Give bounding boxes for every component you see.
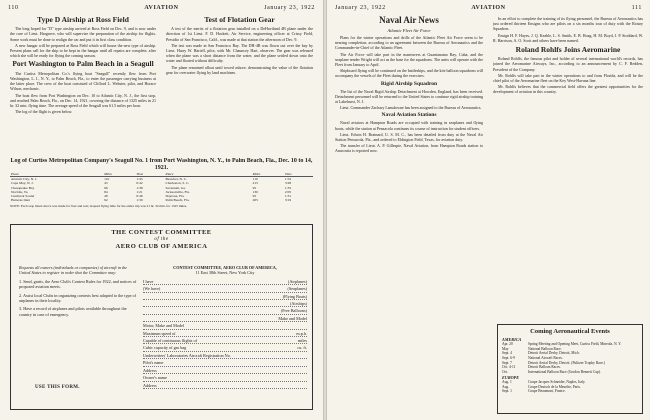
use-this-form-label: USE THIS FORM. xyxy=(35,385,80,390)
table-cell: 1:35 xyxy=(284,185,292,190)
log-table-note: NOTE: Each stop listed above was made for fuel and rest; elapsed flying time for the entire trip was 21 hr. 32 min. for 1325 miles. xyxy=(10,203,188,208)
table-cell: Beaufort, N. C. xyxy=(165,177,187,181)
table-cell: 0:42 xyxy=(136,181,143,186)
table-cell: 1:21 xyxy=(136,189,143,194)
form-suffix: (Airplanes) xyxy=(287,278,307,284)
naval-news-subtitle: Atlantic Fleet Air Force xyxy=(387,27,431,33)
table-cell: 48 xyxy=(104,194,108,199)
table-cell: 1:52 xyxy=(284,177,292,181)
events-region-europe: EUROPE xyxy=(502,375,519,381)
table-cell: 45 xyxy=(104,181,108,186)
table-row xyxy=(10,198,313,202)
paragraph: The long hoped for "D" type airship arrived at Ross Field on Dec. 9, and is now under the care of Lieut. Hargrave, who will supervise the preparation of the airship for flights. Some work must be done to realign the car and put it in first class condition. xyxy=(10,26,156,42)
paragraph: Ensign H. F. Hayes, J. Q. Keable, L. S. Smith, E. B. Hoag, H. M. Boyd, J. P. Stoddard, W. R. Harrison, A. O. Scott and others have been named. xyxy=(493,32,643,43)
event-date: May xyxy=(502,346,509,351)
paragraph: In an effort to complete the training of its flying personnel, the Bureau of Aeronautics has just ordered thirteen Ensigns who are pilots on a six months tour of duty with the Rotary Squadron. xyxy=(493,16,643,32)
table-cell: 1:45 xyxy=(136,177,143,181)
paragraph: Naval aviators at Hampton Roads are occupied with training in seaplanes and flying boats, while the station at Pensacola continues its course of instruction for student officers. xyxy=(335,120,483,131)
form-line[interactable] xyxy=(143,345,307,351)
naval-news-body xyxy=(335,35,483,79)
form-label: I have xyxy=(143,278,154,284)
contest-item: 1. Send, gratis, the Aero Club's Contest Rules for 1922, and notices of proposed aviation meets. xyxy=(19,278,137,290)
paragraph: The transfer of Lieut. A. P. Gillespie, Naval Aviation, from Hampton Roads station to Anacostia is reported now. xyxy=(335,143,483,154)
right-page xyxy=(327,0,650,420)
bureau-note xyxy=(493,16,643,43)
table-cell: 84 xyxy=(104,189,108,194)
paragraph: The Curtiss Metropolitan Co.'s flying boat "Seagull" recently flew from Port Washington, L. I., N. Y., to Palm Beach, Fla., to enter the passenger carrying business at the latter place. The crew of the boat consisted of Clifford L. Webster, pilot, and Horace Wilson, mechanic. xyxy=(10,70,156,92)
table-cell: 0:46 xyxy=(136,194,143,199)
paragraph: Lieut. Edwin H. Brainard, U. S. M. C., has been detailed from duty at the Naval Air Station Pensacola, Fla., and ordered to Eldington Field, Texas, for aviation duty. xyxy=(335,131,483,142)
event-desc: International Balloon Race (Gordon Bennett Cup). xyxy=(528,369,601,374)
form-label: Pilot's name xyxy=(143,360,164,366)
flotation-article-title: Test of Flotation Gear xyxy=(204,16,275,24)
right-column-2 xyxy=(493,16,643,321)
form-label: Address xyxy=(143,382,157,388)
paragraph: Lieut. Commander Zachary Lansdowne has been assigned to the Bureau of Aeronautics. xyxy=(340,105,482,111)
table-cell: 110 xyxy=(104,177,110,181)
table-cell: Palm Beach, Fla. xyxy=(165,198,190,203)
naval-stations-title: Naval Aviation Stations xyxy=(381,112,437,119)
form-suffix: (Free Balloons) xyxy=(280,308,307,314)
contest-form-heading: CONTEST COMMITTEE, AERO CLUB OF AMERICA, xyxy=(173,265,277,270)
rigid-airship-body xyxy=(335,89,483,111)
event-date: Aug. 1 xyxy=(502,380,512,385)
left-column-2 xyxy=(166,16,313,156)
table-cell: 2:05 xyxy=(284,189,292,194)
event-desc: National Balloon Race. xyxy=(528,346,562,351)
form-suffix: miles xyxy=(297,338,307,344)
form-line[interactable] xyxy=(143,368,307,374)
table-cell: 110 xyxy=(252,177,258,181)
table-cell: Daytona, Fla. xyxy=(165,194,185,199)
table-cell: Jacksonville, Fla. xyxy=(165,189,190,194)
table-cell: Savannah, Ga. xyxy=(165,185,186,190)
left-running-header xyxy=(8,5,315,15)
form-label: Owner's name xyxy=(143,375,167,381)
column-header: Time xyxy=(284,172,313,177)
left-column-1 xyxy=(10,16,156,156)
event-date: Sept. 6-9 xyxy=(502,355,515,360)
left-page xyxy=(0,0,323,420)
table-cell: 95 xyxy=(252,194,257,199)
event-desc: Detroit Aerial Derby, Detroit. (Pulitzer Trophy Race.) xyxy=(528,360,606,365)
event-row xyxy=(502,389,638,394)
form-label: Address xyxy=(143,367,157,373)
column-header: Miles xyxy=(103,172,135,177)
paragraph: Shipboard flying will be continued on the battleships, and the kite balloon squadrons will accompany the vessels of the Fleet during the exercises. xyxy=(335,68,483,79)
form-line[interactable] xyxy=(143,286,307,292)
naval-news-title: Naval Air News xyxy=(379,16,439,25)
event-desc: Detroit Balloon Races. xyxy=(528,365,561,370)
form-line[interactable] xyxy=(143,353,307,359)
paragraph: Plans for the winter operations and drills of the Atlantic Fleet Air Force seem to be nearing completion, according to an agreement between the Bureau of Aeronautics and the Commander-in-Chief of the Atlantic Fleet. xyxy=(335,34,483,51)
table-cell: 96 xyxy=(104,185,108,190)
form-line[interactable] xyxy=(143,301,307,307)
event-date: Apr. 20 xyxy=(502,342,513,347)
rohlfs-article-title: Roland Rohlfs Joins Aeromarine xyxy=(515,45,621,55)
form-line[interactable] xyxy=(143,279,307,285)
event-desc: National Aircraft Races. xyxy=(528,355,563,360)
seagull-article-title: Port Washington to Palm Beach in a Seagull xyxy=(12,59,154,69)
column-header: Time xyxy=(135,172,164,177)
contest-intro: Requests all owners (individuals or companies) of aircraft in the United States to register in order that the Committee may: xyxy=(19,265,128,276)
left-date: January 23, 1922 xyxy=(264,5,315,11)
event-desc: Coupe Jacques Schneider, Naples, Italy. xyxy=(528,380,586,385)
form-suffix: (Flying Boats) xyxy=(282,293,307,299)
contest-left-column xyxy=(19,265,137,320)
form-suffix: cu. ft. xyxy=(297,345,307,351)
contest-title-line1: THE CONTEST COMMITTEE xyxy=(111,229,212,236)
event-date: Oct. 4-11 xyxy=(502,365,516,370)
form-label: Underwriters' Laboratories Aircraft Registration No. xyxy=(143,352,231,358)
table-cell: 95 xyxy=(252,185,257,190)
table-cell: Hatteras Inlet xyxy=(11,198,30,203)
coming-events-box xyxy=(497,324,643,414)
right-date: January 23, 1922 xyxy=(335,5,386,11)
event-desc: Detroit Aerial Derby, Detroit, Mich. xyxy=(528,351,580,356)
log-table xyxy=(10,172,313,203)
events-region-america: AMERICA xyxy=(502,337,522,343)
event-desc: Coupe Beaumont, France. xyxy=(528,389,566,394)
table-cell: Currituck Sound xyxy=(11,194,35,199)
event-date: Sept. 1 xyxy=(502,389,512,394)
events-title: Coming Aeronautical Events xyxy=(530,328,610,335)
log-table-title: Log of Curtiss Metropolitan Company's Seagull No. 1 from Port Washington, N. Y., to Palm Beach, Fla., Dec. 10 to 14, 1921. xyxy=(10,158,313,171)
contest-title-line3: AERO CLUB OF AMERICA xyxy=(115,243,208,250)
table-cell: Norfolk, Va. xyxy=(11,189,29,194)
table-cell: Atlantic City, N. J. xyxy=(11,177,38,181)
rigid-airship-title: Rigid Airship Squadron xyxy=(380,80,438,87)
right-page-number: 111 xyxy=(631,5,642,11)
form-suffix: m.p.h. xyxy=(296,330,307,336)
paragraph: A test of the merits of a flotation gear installed on a DeHaviland 4B plane under the direction of 1st Lieut. F. D. Hackett, Air Service, engineering officer at Crissy Field, Presidio of San Francisco, Calif., was made at that station the afternoon of Dec. 9. xyxy=(166,26,313,42)
contest-form xyxy=(143,265,307,390)
event-date: Oct. xyxy=(502,369,509,374)
paragraph: The list of the Naval Rigid Airship Detachment at Howden, England, has been received. Detachment personnel will be returned to the United States to continue rigid airship training at Lakehurst, N. J. xyxy=(335,88,483,104)
event-row xyxy=(502,370,638,375)
form-line[interactable] xyxy=(143,323,307,329)
flotation-article-body xyxy=(166,26,313,75)
form-line[interactable] xyxy=(143,331,307,337)
table-cell: 92 xyxy=(104,198,108,203)
paragraph: The plane remained afloat until towed ashore, demonstrating the value of the flotation gear for overwater flying by land machines. xyxy=(166,64,313,75)
table-cell: 3:19 xyxy=(284,198,292,203)
paragraph: Mr. Rohlfs will take part in the winter operations to and from Florida, and will be the chief pilot of the Aeromarine fleet on the Key West-Havana line. xyxy=(493,72,643,84)
left-page-number: 110 xyxy=(8,5,19,11)
rohlfs-article-body xyxy=(493,56,643,94)
event-desc: Spring Meeting and Opening Meet, Curtiss Field, Mineola, N. Y. xyxy=(528,342,622,347)
seagull-article-body xyxy=(10,71,156,115)
form-label: Capable of continuous flights of xyxy=(143,338,197,344)
table-cell: 130 xyxy=(252,189,258,194)
contest-title-line2: of the xyxy=(154,237,169,242)
form-line[interactable] xyxy=(143,383,307,389)
table-cell: 1:30 xyxy=(136,198,143,203)
table-cell: 1:31 xyxy=(284,194,292,199)
column-header: Miles xyxy=(252,172,284,177)
contest-item: 2. Assist local Clubs in organizing contests best adapted to the type of airplanes in their locality. xyxy=(19,292,137,304)
table-cell: Charleston, S. C. xyxy=(165,181,190,186)
form-line[interactable] xyxy=(143,338,307,344)
naval-stations-body xyxy=(335,120,483,153)
paragraph: Mr. Rohlfs believes that the commercial field offers the greatest opportunities for the development of aviation in this country. xyxy=(493,84,643,95)
form-line[interactable] xyxy=(143,316,307,322)
form-label: Motor, Make and Model xyxy=(143,323,185,329)
form-suffix: (Seaplanes) xyxy=(287,286,307,292)
paragraph: Roland Rohlfs, the famous pilot and holder of several international world's records, has joined the Aeromarine Airways, Inc., according to an announcement by C. F. Redden, President of the Company. xyxy=(493,56,643,72)
column-header: Place xyxy=(164,172,251,177)
form-label: Cubic capacity of gas bag xyxy=(143,345,187,351)
event-date: Sept. 4 xyxy=(502,351,512,356)
airship-article-title: Type D Airship at Ross Field xyxy=(37,16,129,24)
form-suffix: Make and Model xyxy=(278,315,307,321)
flight-log-table xyxy=(10,158,313,222)
form-line[interactable] xyxy=(143,294,307,300)
form-line[interactable] xyxy=(143,375,307,381)
table-cell: 3:28 xyxy=(284,181,292,186)
table-cell: Chesapeake Bay xyxy=(11,185,35,190)
table-cell: 1:38 xyxy=(136,185,143,190)
form-line[interactable] xyxy=(143,308,307,314)
contest-item: 3. Have a record of airplanes and pilots available throughout the country in case of emergency. xyxy=(19,306,127,317)
paragraph: The test was made in San Francisco Bay. The DH-4B was flown out over the bay by Lieut. Harry W. Hartell, pilot, with Mr. Chauncey Hart, observer. The gear was released when the plane was a short distance from the water, and the plane settled down onto the water and floated without difficulty. xyxy=(166,42,313,64)
event-date: Aug. xyxy=(502,384,510,389)
paragraph: The Air Force will take part in the maneuvers at Guantanamo Bay, Cuba, and the seaplane tender Wright will act as the base for the squadrons. The units will operate with the Fleet from January to April. xyxy=(335,51,483,67)
form-label: Maximum speed of xyxy=(143,330,176,336)
form-suffix: (Airships) xyxy=(290,301,307,307)
left-running-title: AVIATION xyxy=(144,5,179,11)
right-running-header xyxy=(335,5,642,15)
right-column-1 xyxy=(335,16,483,414)
paragraph: A new hangar will be prepared at Ross Field which will house the new type of airship. Present plans call for the ship to be kept in the hangar until all repairs are complete, after which she will be ready for flying the coming season. xyxy=(10,42,156,59)
form-label: (We have) xyxy=(143,286,161,292)
contest-form-address: 11 East 38th Street, New York City xyxy=(195,270,255,276)
paragraph: The log of the flight is given below. xyxy=(15,109,73,115)
form-line[interactable] xyxy=(143,360,307,366)
table-cell: Cape May, N. J. xyxy=(11,181,34,186)
event-date: Sept. 7 xyxy=(502,360,512,365)
table-cell: 215 xyxy=(252,181,258,186)
contest-committee-ad xyxy=(10,224,313,410)
column-header: Place xyxy=(10,172,103,177)
airship-article-body xyxy=(10,26,156,58)
event-desc: Coupe Deutsch de la Meurthe, Paris. xyxy=(528,384,581,389)
right-running-title: AVIATION xyxy=(471,5,506,11)
table-cell: 205 xyxy=(252,198,258,203)
paragraph: The boat flew from Port Washington on Dec. 10 to Atlantic City, N. J., the first stop, and reached Palm Beach, Fla., on Dec. 14, 1921, covering the distance of 1325 miles in 21 hr. 32 min. flying time. The average speed of the Seagull was 61.5 miles per hour. xyxy=(10,92,156,108)
